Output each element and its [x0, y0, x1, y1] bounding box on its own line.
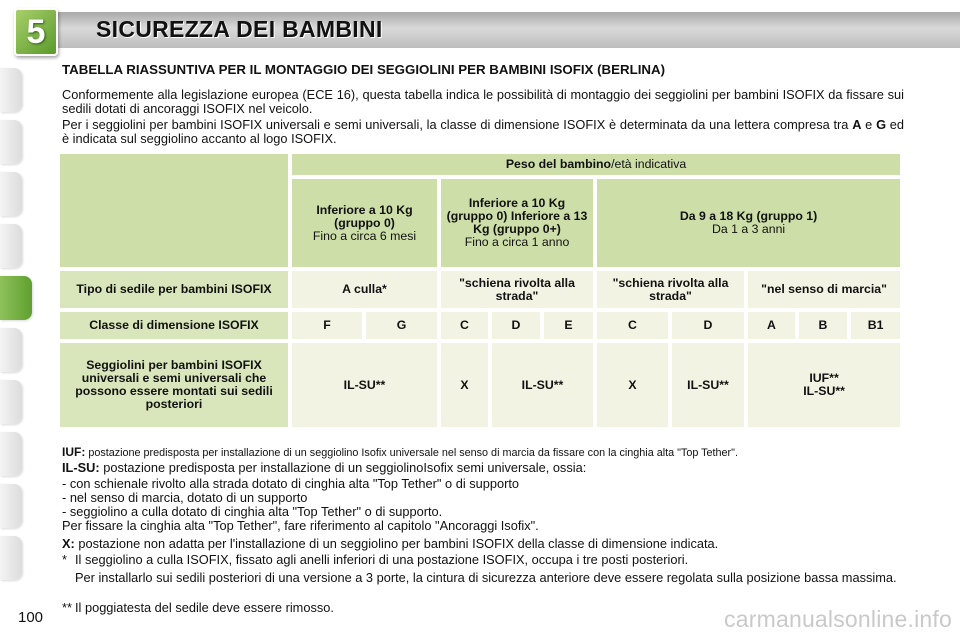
page-title: SICUREZZA DEI BAMBINI — [96, 16, 383, 42]
note-star: Il seggiolino a culla ISOFIX, fissato agli anelli inferiori di una postazione ISOFIX, occupa i tre posti posteriori. — [75, 552, 689, 567]
group-cell: Inferiore a 10 Kg (gruppo 0) Fino a circa 6 mesi — [292, 179, 437, 267]
side-tab — [0, 328, 22, 372]
size-class-cell: E — [544, 312, 593, 339]
seat-type-cell: A culla* — [292, 271, 437, 308]
side-tab-active — [0, 276, 32, 320]
group-cell: Inferiore a 10 Kg (gruppo 0) Inferiore a 13 Kg (gruppo 0+) Fino a circa 1 anno — [441, 179, 593, 267]
side-tab — [0, 432, 22, 476]
note-bullet: - con schienale rivolto alla strada dotato di cinghia alta "Top Tether" o di supporto — [62, 476, 520, 491]
size-class-cell: A — [748, 312, 795, 339]
note-double-star: Il poggiatesta del sedile deve essere rimosso. — [75, 600, 334, 615]
size-class-cell: G — [366, 312, 437, 339]
side-tab — [0, 380, 22, 424]
watermark: carmanualsonline.info — [724, 606, 952, 632]
intro-paragraph-1: Conformemente alla legislazione europea (ECE 16), questa tabella indica le possibilità di montaggio dei seggiolini per bambini ISOFIX da fissare sui sedili dotati di ancoraggi ISOFIX nel veicolo. — [62, 87, 904, 116]
note-ilsu: IL-SU: postazione predisposta per installazione di un seggiolinoIsofix semi universale, ossia: — [62, 460, 587, 475]
seat-type-cell: "schiena rivolta alla strada" — [597, 271, 744, 308]
rear-seat-cell: X — [597, 343, 668, 427]
side-tab — [0, 68, 22, 112]
size-class-cell: B1 — [851, 312, 900, 339]
seat-type-cell: "schiena rivolta alla strada" — [441, 271, 593, 308]
side-tab — [0, 172, 22, 216]
weight-header: Peso del bambino/età indicativa — [292, 154, 900, 175]
note-bullet: - nel senso di marcia, dotato di un supporto — [62, 490, 308, 505]
note-star-2: Per installarlo sui sedili posteriori di una versione a 3 porte, la cintura di sicurezza anteriore deve essere regolata sulla posizione bassa massima. — [75, 570, 897, 585]
size-class-cell: D — [492, 312, 540, 339]
size-class-cell: C — [597, 312, 668, 339]
page-number: 100 — [18, 609, 44, 626]
side-tab — [0, 224, 22, 268]
note-star-mark: * — [62, 552, 67, 567]
size-class-cell: F — [292, 312, 362, 339]
intro-paragraph-2: Per i seggiolini per bambini ISOFIX universali e semi universali, la classe di dimensione ISOFIX è determinata da una lettera compresa tra A e G ed è indicata sul seggiolino accanto al logo ISOFIX. — [62, 117, 905, 146]
rear-seat-label: Seggiolini per bambini ISOFIX universali e semi universali che possono essere montati sui sedili posteriori — [60, 343, 288, 427]
rear-seat-cell: X — [441, 343, 488, 427]
table-corner-cell — [60, 154, 288, 267]
seat-type-cell: "nel senso di marcia" — [748, 271, 900, 308]
side-tab — [0, 120, 22, 164]
section-title: TABELLA RIASSUNTIVA PER IL MONTAGGIO DEI SEGGIOLINI PER BAMBINI ISOFIX (BERLINA) — [62, 62, 666, 77]
rear-seat-cell: IUF** IL-SU** — [748, 343, 900, 427]
group-cell: Da 9 a 18 Kg (gruppo 1) Da 1 a 3 anni — [597, 179, 900, 267]
size-class-cell: D — [672, 312, 744, 339]
rear-seat-cell: IL-SU** — [492, 343, 593, 427]
side-tab — [0, 536, 22, 580]
note-top-tether: Per fissare la cinghia alta "Top Tether", fare riferimento al capitolo "Ancoraggi Isofix". — [62, 518, 539, 533]
rear-seat-cell: IL-SU** — [672, 343, 744, 427]
chapter-badge: 5 — [14, 8, 58, 56]
note-double-star-mark: ** — [62, 600, 72, 615]
size-class-cell: B — [799, 312, 847, 339]
isofix-table — [56, 150, 904, 431]
size-class-cell: C — [441, 312, 488, 339]
note-x: X: postazione non adatta per l'installazione di un seggiolino per bambini ISOFIX della classe di dimensione indicata. — [62, 536, 719, 551]
note-iuf: IUF: postazione predisposta per installazione di un seggiolino Isofix universale nel senso di marcia da fissare con la cinghia alta "Top Tether". — [62, 445, 738, 459]
size-class-label: Classe di dimensione ISOFIX — [60, 312, 288, 339]
note-bullet: - seggiolino a culla dotato di cinghia alta "Top Tether" o di supporto. — [62, 504, 443, 519]
side-tab — [0, 484, 22, 528]
rear-seat-cell: IL-SU** — [292, 343, 437, 427]
seat-type-label: Tipo di sedile per bambini ISOFIX — [60, 271, 288, 308]
